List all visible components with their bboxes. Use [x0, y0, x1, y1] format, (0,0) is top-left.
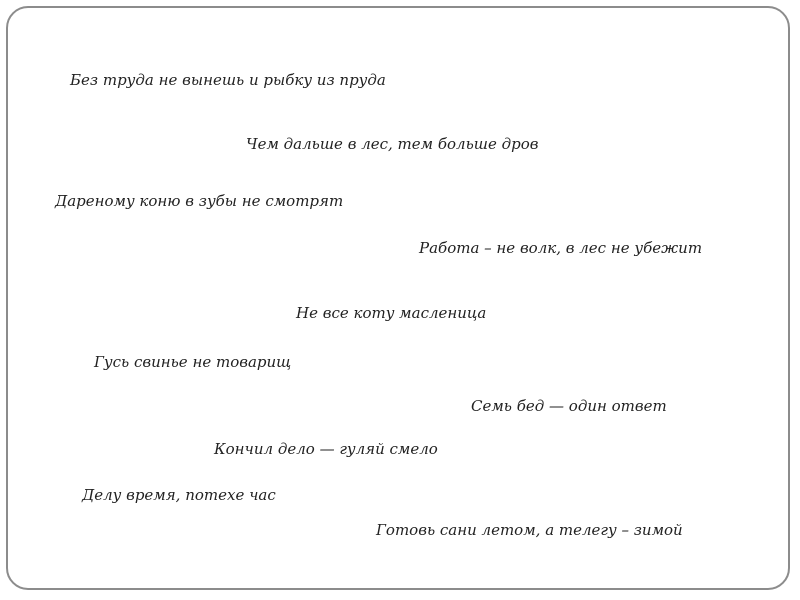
proverb-text: Чем дальше в лес, тем больше дров [246, 135, 539, 153]
proverb-text: Не все коту масленица [296, 304, 487, 322]
proverb-text: Делу время, потехе час [82, 486, 276, 504]
proverb-text: Работа – не волк, в лес не убежит [419, 239, 703, 257]
proverb-text: Семь бед — один ответ [471, 397, 667, 415]
proverb-text: Без труда не вынешь и рыбку из пруда [70, 71, 386, 89]
proverb-text: Готовь сани летом, а телегу – зимой [376, 521, 683, 539]
proverb-text: Дареному коню в зубы не смотрят [55, 192, 344, 210]
proverb-text: Гусь свинье не товарищ [94, 353, 292, 371]
proverb-text: Кончил дело — гуляй смело [214, 440, 438, 458]
slide-frame [6, 6, 790, 590]
